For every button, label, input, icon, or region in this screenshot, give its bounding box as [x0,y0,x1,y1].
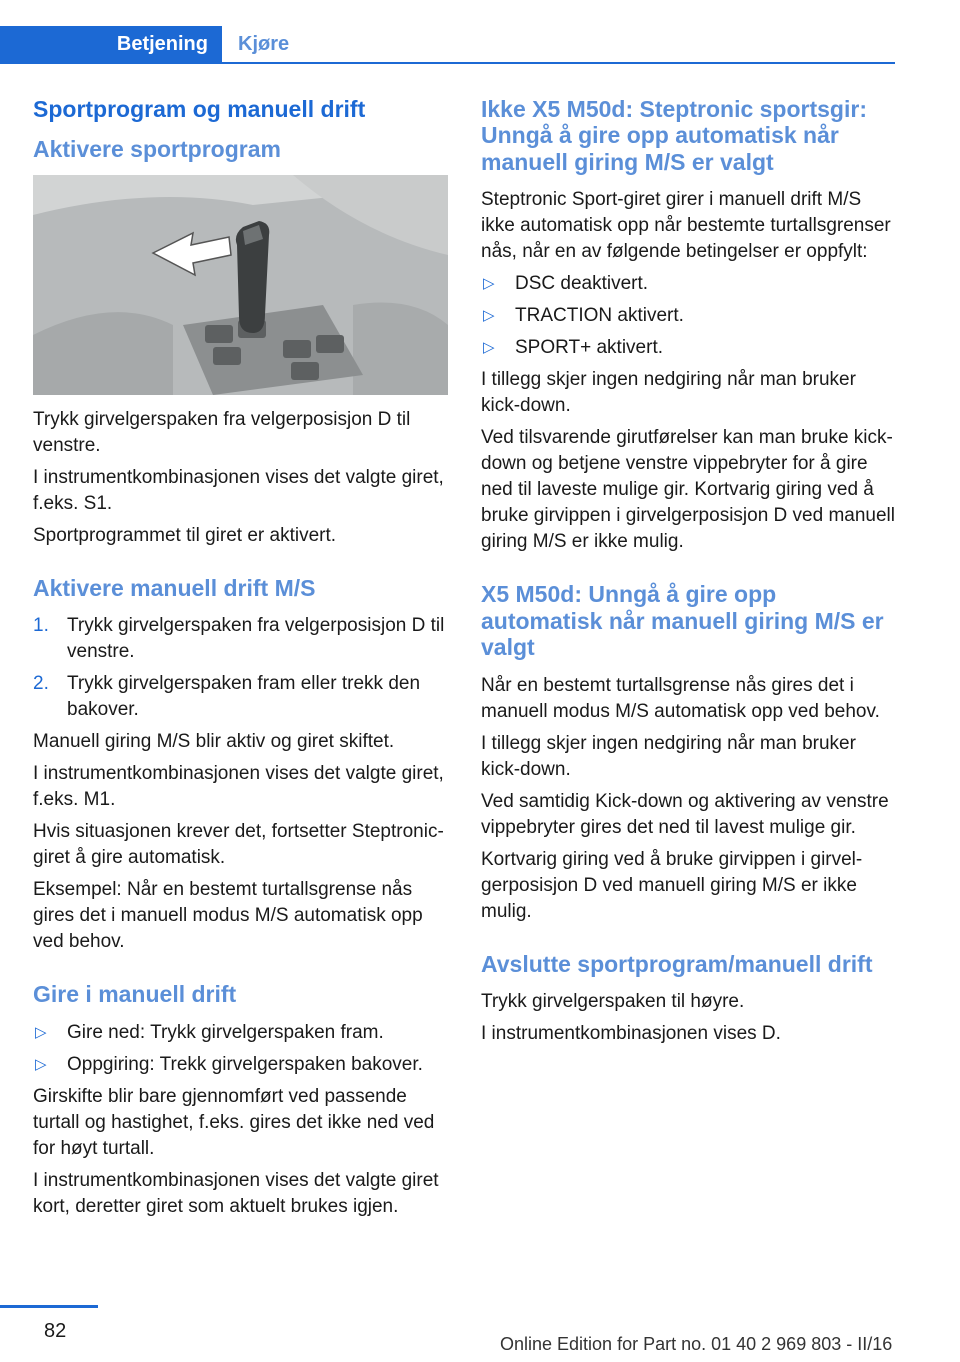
paragraph: Kortvarig giring ved å bruke girvippen i girvelgerposisjon D ved manuell giring M/S er ikke mulig. [481,848,863,922]
right-column [481,96,896,1053]
paragraph: Ved tilsvarende girutførelser kan man bruke kick-down og betjene venstre vippebryter for å gire ned til laveste mulige gir. Kortvarig giring ved å bruke girvippen i girvelgerposisjon D ved manuell giring M/S er ikke mulig. [481,427,895,553]
step-number: 2. [33,673,49,695]
triangle-right-icon: ▷ [483,307,495,325]
bullet-list [481,271,896,361]
left-column [33,96,448,1226]
paragraph: I tillegg skjer ingen nedgiring når man bruker kick-down. [481,369,856,417]
triangle-right-icon: ▷ [35,1023,47,1041]
heading-gire-i-manuell-drift: Gire i manuell drift [33,981,237,1008]
paragraph: Eksempel: Når en bestemt turtallsgrense nås gires det i manuell modus M/S automatisk opp ved behov. [33,879,423,953]
section-title: Sportprogram og manuell drift [33,96,366,122]
heading-aktivere-sportprogram: Aktivere sportprogram [33,136,281,163]
paragraph: Trykk girvelgerspaken fra velgerposisjon D til venstre. [33,408,411,456]
paragraph: Trykk girvelgerspaken til høyre. [481,991,745,1013]
list-item [481,271,896,297]
triangle-right-icon: ▷ [35,1055,47,1073]
footer-divider [0,1305,98,1308]
bullet-list [33,1020,448,1078]
triangle-right-icon: ▷ [483,339,495,357]
heading-steptronic-sportsgir: Ikke X5 M50d: Steptronic sportsgir: Unngå å gire opp automatisk når manuell giring M/S er valgt [481,96,867,175]
step-text: Trykk girvelgerspaken fram eller trekk den bakover. [67,673,421,721]
paragraph: Hvis situasjonen krever det, fortsetter Steptronic-giret å gire automatisk. [33,821,444,869]
gear-selector-photo [33,175,448,395]
list-item [481,303,896,329]
paragraph: Manuell giring M/S blir aktiv og giret skiftet. [33,731,395,753]
step-number: 1. [33,615,49,637]
list-item [33,613,448,665]
triangle-right-icon: ▷ [483,275,495,293]
bullet-text: Gire ned: Trykk girvelgerspaken fram. [67,1021,384,1043]
paragraph: Sportprogrammet til giret er aktivert. [33,524,337,546]
step-text: Trykk girvelgerspaken fra velgerposisjon D til venstre. [67,615,445,663]
header-bar [0,26,895,64]
tab-kjore[interactable]: Kjøre [238,33,290,55]
bullet-text: Oppgiring: Trekk girvelgerspaken bakover. [67,1053,423,1075]
paragraph: I instrumentkombinasjonen vises D. [481,1023,781,1045]
list-item [33,671,448,723]
paragraph: I instrumentkombinasjonen vises det valgte giret, f.eks. S1. [33,466,444,514]
list-item [33,1020,448,1046]
list-item [481,335,896,361]
footer-edition: Online Edition for Part no. 01 40 2 969 803 - II/16 [500,1334,893,1354]
paragraph: I tillegg skjer ingen nedgiring når man bruker kick-down. [481,732,856,780]
bullet-text: DSC deaktivert. [515,273,649,295]
paragraph: Girskifte blir bare gjennomført ved passende turtall og hastighet, f.eks. gires det ikke ned ved for høyt turtall. [33,1085,435,1159]
heading-x5-m50d: X5 M50d: Unngå å gire opp automatisk når manuell giring M/S er valgt [481,581,884,661]
list-item [33,1052,448,1078]
paragraph: I instrumentkombinasjonen vises det valgte giret kort, deretter giret som aktuelt brukes igjen. [33,1169,439,1217]
bullet-text: SPORT+ aktivert. [515,337,664,359]
paragraph: Ved samtidig Kick-down og aktivering av venstre vippebryter gires det ned til lavest mulige gir. [481,790,889,838]
bullet-text: TRACTION aktivert. [515,305,684,327]
steps-list [33,613,448,723]
tab-betjening[interactable]: Betjening [0,26,222,62]
heading-aktivere-manuell-drift: Aktivere manuell drift M/S [33,574,316,601]
paragraph: Når en bestemt turtallsgrense nås gires det i manuell modus M/S automatisk opp ved behov. [481,674,880,722]
paragraph: Steptronic Sport-giret girer i manuell drift M/S ikke automatisk opp når bestemte turtallsgrenser nås, når en av følgende betingelser er oppfylt: [481,189,891,263]
page-number: 82 [44,1320,67,1342]
heading-avslutte-sportprogram: Avslutte sportprogram/manuell drift [481,950,873,977]
paragraph: I instrumentkombinasjonen vises det valgte giret, f.eks. M1. [33,763,444,811]
